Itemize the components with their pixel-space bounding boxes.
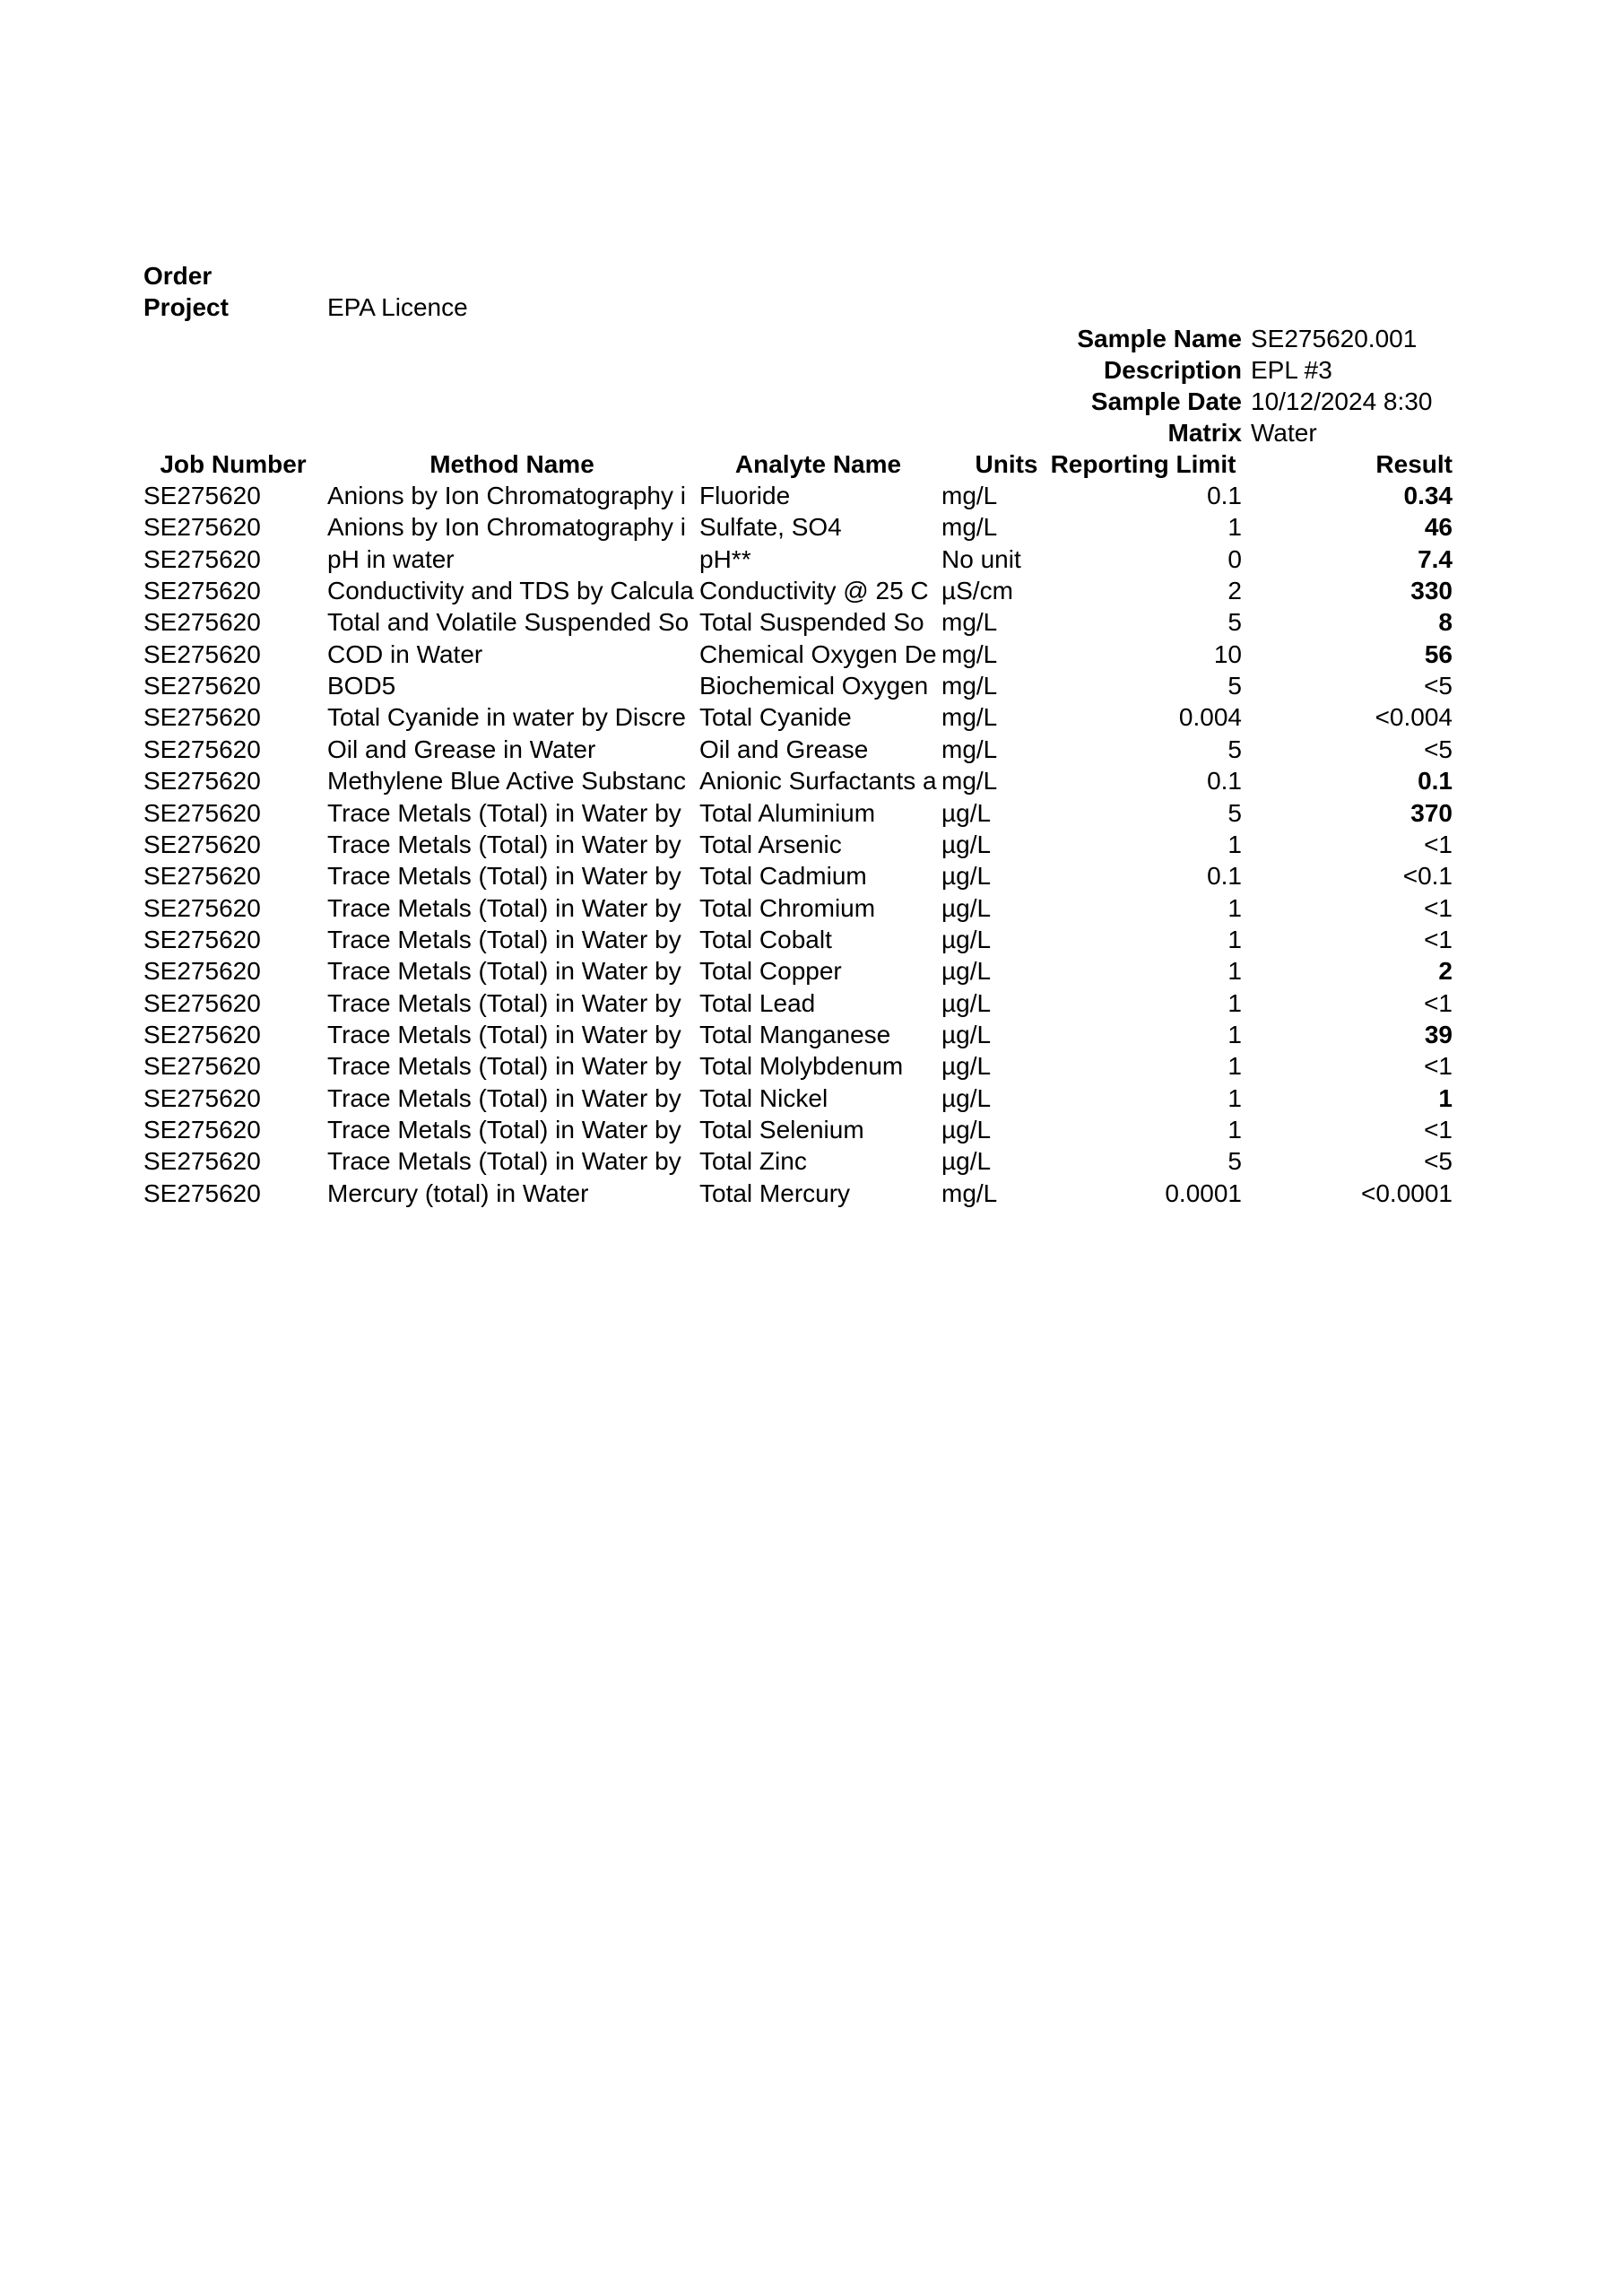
analyte-name-cell: Total Mercury (699, 1178, 851, 1207)
result-cell: 39 (1424, 1020, 1453, 1048)
job-number-cell: SE275620 (143, 1052, 261, 1081)
method-name-cell: Trace Metals (Total) in Water by (327, 798, 681, 827)
analyte-name-cell: Total Aluminium (699, 798, 876, 827)
reporting-limit-cell: 5 (1227, 1147, 1242, 1176)
units-cell: µg/L (941, 893, 992, 922)
analyte-name-cell: Chemical Oxygen De (699, 639, 937, 668)
analyte-name-cell: Total Copper (699, 957, 842, 986)
method-name-cell: Mercury (total) in Water (327, 1178, 589, 1207)
analyte-name-cell: Total Selenium (699, 1116, 864, 1144)
analyte-name-cell: Total Cobalt (699, 925, 832, 953)
job-number-cell: SE275620 (143, 703, 261, 732)
units-cell: µg/L (941, 830, 992, 858)
result-cell: <1 (1424, 893, 1453, 922)
job-number-cell: SE275620 (143, 862, 261, 891)
table-row (0, 670, 1622, 701)
reporting-limit-cell: 1 (1227, 513, 1242, 542)
analyte-name-cell: Total Suspended So (699, 608, 924, 637)
units-cell: µg/L (941, 862, 992, 891)
analyte-name-cell: Total Lead (699, 988, 816, 1017)
job-number-cell: SE275620 (143, 767, 261, 796)
project-label: Project (143, 293, 229, 321)
table-row (0, 606, 1622, 638)
units-cell: µg/L (941, 957, 992, 986)
reporting-limit-cell: 1 (1227, 988, 1242, 1017)
method-name-cell: Trace Metals (Total) in Water by (327, 862, 681, 891)
units-cell: µg/L (941, 1147, 992, 1176)
sample-name-label: Sample Name (1077, 325, 1242, 352)
column-header-analyte-name: Analyte Name (734, 450, 902, 478)
units-cell: µg/L (941, 1020, 992, 1048)
column-header-job-number: Job Number (160, 450, 307, 478)
reporting-limit-cell: 1 (1227, 1052, 1242, 1081)
job-number-cell: SE275620 (143, 798, 261, 827)
job-number-cell: SE275620 (143, 544, 261, 573)
analyte-name-cell: Conductivity @ 25 C (699, 577, 929, 605)
result-cell: 370 (1410, 798, 1453, 827)
job-number-cell: SE275620 (143, 893, 261, 922)
reporting-limit-cell: 1 (1227, 1020, 1242, 1048)
table-row (0, 860, 1622, 891)
result-cell: 8 (1438, 608, 1453, 637)
units-cell: µg/L (941, 925, 992, 953)
table-row (0, 1145, 1622, 1177)
result-cell: 0.1 (1418, 767, 1453, 796)
method-name-cell: Trace Metals (Total) in Water by (327, 830, 681, 858)
units-cell: µg/L (941, 1083, 992, 1112)
method-name-cell: Trace Metals (Total) in Water by (327, 1083, 681, 1112)
table-row (0, 1178, 1622, 1209)
result-cell: <1 (1424, 830, 1453, 858)
reporting-limit-cell: 0.0001 (1165, 1178, 1242, 1207)
sample-date-label: Sample Date (1090, 387, 1242, 415)
table-row (0, 924, 1622, 955)
analyte-name-cell: pH** (699, 544, 751, 573)
units-cell: mg/L (941, 482, 998, 509)
analyte-name-cell: Total Cadmium (699, 862, 867, 891)
analyte-name-cell: Sulfate, SO4 (699, 513, 842, 542)
units-cell: mg/L (941, 1178, 998, 1207)
units-cell: µg/L (941, 798, 992, 827)
units-cell: No unit (941, 544, 1021, 573)
job-number-cell: SE275620 (143, 1178, 261, 1207)
analyte-name-cell: Total Chromium (699, 893, 876, 922)
units-cell: mg/L (941, 703, 998, 732)
job-number-cell: SE275620 (143, 925, 261, 953)
result-cell: <0.0001 (1361, 1178, 1453, 1207)
units-cell: mg/L (941, 767, 998, 796)
method-name-cell: Total and Volatile Suspended So (327, 608, 690, 637)
reporting-limit-cell: 1 (1227, 1116, 1242, 1144)
reporting-limit-cell: 1 (1227, 1083, 1242, 1112)
method-name-cell: Anions by Ion Chromatography i (327, 513, 686, 542)
job-number-cell: SE275620 (143, 608, 261, 637)
method-name-cell: Conductivity and TDS by Calcula (327, 577, 694, 605)
analyte-name-cell: Biochemical Oxygen (699, 672, 929, 700)
table-row (0, 1019, 1622, 1050)
result-cell: 330 (1410, 577, 1453, 605)
table-row (0, 480, 1622, 511)
job-number-cell: SE275620 (143, 1147, 261, 1176)
table-row (0, 639, 1622, 670)
job-number-cell: SE275620 (143, 735, 261, 763)
method-name-cell: Methylene Blue Active Substanc (327, 767, 687, 796)
result-cell: <1 (1424, 988, 1453, 1017)
units-cell: mg/L (941, 608, 998, 637)
method-name-cell: Trace Metals (Total) in Water by (327, 1020, 681, 1048)
method-name-cell: Trace Metals (Total) in Water by (327, 925, 681, 953)
table-row (0, 511, 1622, 543)
method-name-cell: COD in Water (327, 639, 483, 668)
table-row (0, 765, 1622, 796)
units-cell: µg/L (941, 988, 992, 1017)
method-name-cell: Anions by Ion Chromatography i (327, 482, 686, 509)
table-row (0, 1114, 1622, 1145)
method-name-cell: Total Cyanide in water by Discre (327, 703, 686, 732)
reporting-limit-cell: 0.1 (1207, 767, 1242, 796)
method-name-cell: Oil and Grease in Water (327, 735, 596, 763)
reporting-limit-cell: 5 (1227, 608, 1242, 637)
reporting-limit-cell: 0.1 (1207, 482, 1242, 509)
matrix-value: Water (1251, 419, 1317, 447)
units-cell: µg/L (941, 1052, 992, 1081)
order-label: Order (143, 262, 213, 290)
project-value: EPA Licence (327, 293, 468, 321)
method-name-cell: Trace Metals (Total) in Water by (327, 1147, 681, 1176)
analyte-name-cell: Total Arsenic (699, 830, 842, 858)
result-cell: 2 (1438, 957, 1453, 986)
column-header-result: Result (1375, 450, 1453, 478)
result-cell: <1 (1424, 1052, 1453, 1081)
units-cell: µg/L (941, 1116, 992, 1144)
reporting-limit-cell: 1 (1227, 893, 1242, 922)
units-cell: µS/cm (941, 577, 1013, 605)
table-row (0, 797, 1622, 829)
reporting-limit-cell: 5 (1227, 798, 1242, 827)
units-cell: mg/L (941, 672, 998, 700)
job-number-cell: SE275620 (143, 639, 261, 668)
job-number-cell: SE275620 (143, 830, 261, 858)
table-row (0, 955, 1622, 987)
job-number-cell: SE275620 (143, 672, 261, 700)
table-row (0, 987, 1622, 1019)
sample-date-value: 10/12/2024 8:30 (1251, 387, 1433, 415)
column-header-method-name: Method Name (429, 450, 594, 478)
result-cell: 46 (1424, 513, 1453, 542)
table-row (0, 734, 1622, 765)
analyte-name-cell: Oil and Grease (699, 735, 869, 763)
column-header-units: Units (975, 450, 1038, 478)
analyte-name-cell: Total Zinc (699, 1147, 807, 1176)
units-cell: mg/L (941, 639, 998, 668)
method-name-cell: BOD5 (327, 672, 396, 700)
result-cell: <1 (1424, 925, 1453, 953)
result-cell: <0.1 (1402, 862, 1453, 891)
analyte-name-cell: Anionic Surfactants a (699, 767, 937, 796)
reporting-limit-cell: 0.1 (1207, 862, 1242, 891)
matrix-label: Matrix (1167, 419, 1242, 447)
reporting-limit-cell: 10 (1213, 639, 1242, 668)
method-name-cell: Trace Metals (Total) in Water by (327, 1116, 681, 1144)
reporting-limit-cell: 0.004 (1178, 703, 1242, 732)
table-row (0, 1050, 1622, 1082)
job-number-cell: SE275620 (143, 482, 261, 509)
method-name-cell: pH in water (327, 544, 455, 573)
reporting-limit-cell: 5 (1227, 672, 1242, 700)
result-cell: 0.34 (1403, 482, 1453, 509)
table-row (0, 1083, 1622, 1114)
analyte-name-cell: Total Cyanide (699, 703, 852, 732)
result-cell: <0.004 (1375, 703, 1453, 732)
reporting-limit-cell: 1 (1227, 830, 1242, 858)
job-number-cell: SE275620 (143, 513, 261, 542)
analyte-name-cell: Total Nickel (699, 1083, 828, 1112)
method-name-cell: Trace Metals (Total) in Water by (327, 957, 681, 986)
table-row (0, 829, 1622, 860)
table-row (0, 701, 1622, 733)
description-label: Description (1103, 356, 1242, 384)
result-cell: <5 (1424, 735, 1453, 763)
reporting-limit-cell: 1 (1227, 957, 1242, 986)
column-header-reporting-limit: Reporting Limit (1050, 450, 1236, 478)
job-number-cell: SE275620 (143, 1020, 261, 1048)
result-cell: <1 (1424, 1116, 1453, 1144)
units-cell: mg/L (941, 735, 998, 763)
job-number-cell: SE275620 (143, 1116, 261, 1144)
job-number-cell: SE275620 (143, 1083, 261, 1112)
job-number-cell: SE275620 (143, 577, 261, 605)
sample-name-value: SE275620.001 (1251, 325, 1418, 352)
reporting-limit-cell: 5 (1227, 735, 1242, 763)
reporting-limit-cell: 2 (1227, 577, 1242, 605)
result-cell: 7.4 (1418, 544, 1453, 573)
method-name-cell: Trace Metals (Total) in Water by (327, 1052, 681, 1081)
result-cell: 56 (1424, 639, 1453, 668)
method-name-cell: Trace Metals (Total) in Water by (327, 988, 681, 1017)
reporting-limit-cell: 1 (1227, 925, 1242, 953)
table-row (0, 575, 1622, 606)
job-number-cell: SE275620 (143, 988, 261, 1017)
result-cell: <5 (1424, 672, 1453, 700)
table-row (0, 544, 1622, 575)
table-row (0, 892, 1622, 924)
result-cell: <5 (1424, 1147, 1453, 1176)
job-number-cell: SE275620 (143, 957, 261, 986)
reporting-limit-cell: 0 (1227, 544, 1242, 573)
units-cell: mg/L (941, 513, 998, 542)
description-value: EPL #3 (1251, 356, 1332, 384)
result-cell: 1 (1438, 1083, 1453, 1112)
analyte-name-cell: Fluoride (699, 482, 791, 509)
method-name-cell: Trace Metals (Total) in Water by (327, 893, 681, 922)
analyte-name-cell: Total Molybdenum (699, 1052, 904, 1081)
analyte-name-cell: Total Manganese (699, 1020, 891, 1048)
